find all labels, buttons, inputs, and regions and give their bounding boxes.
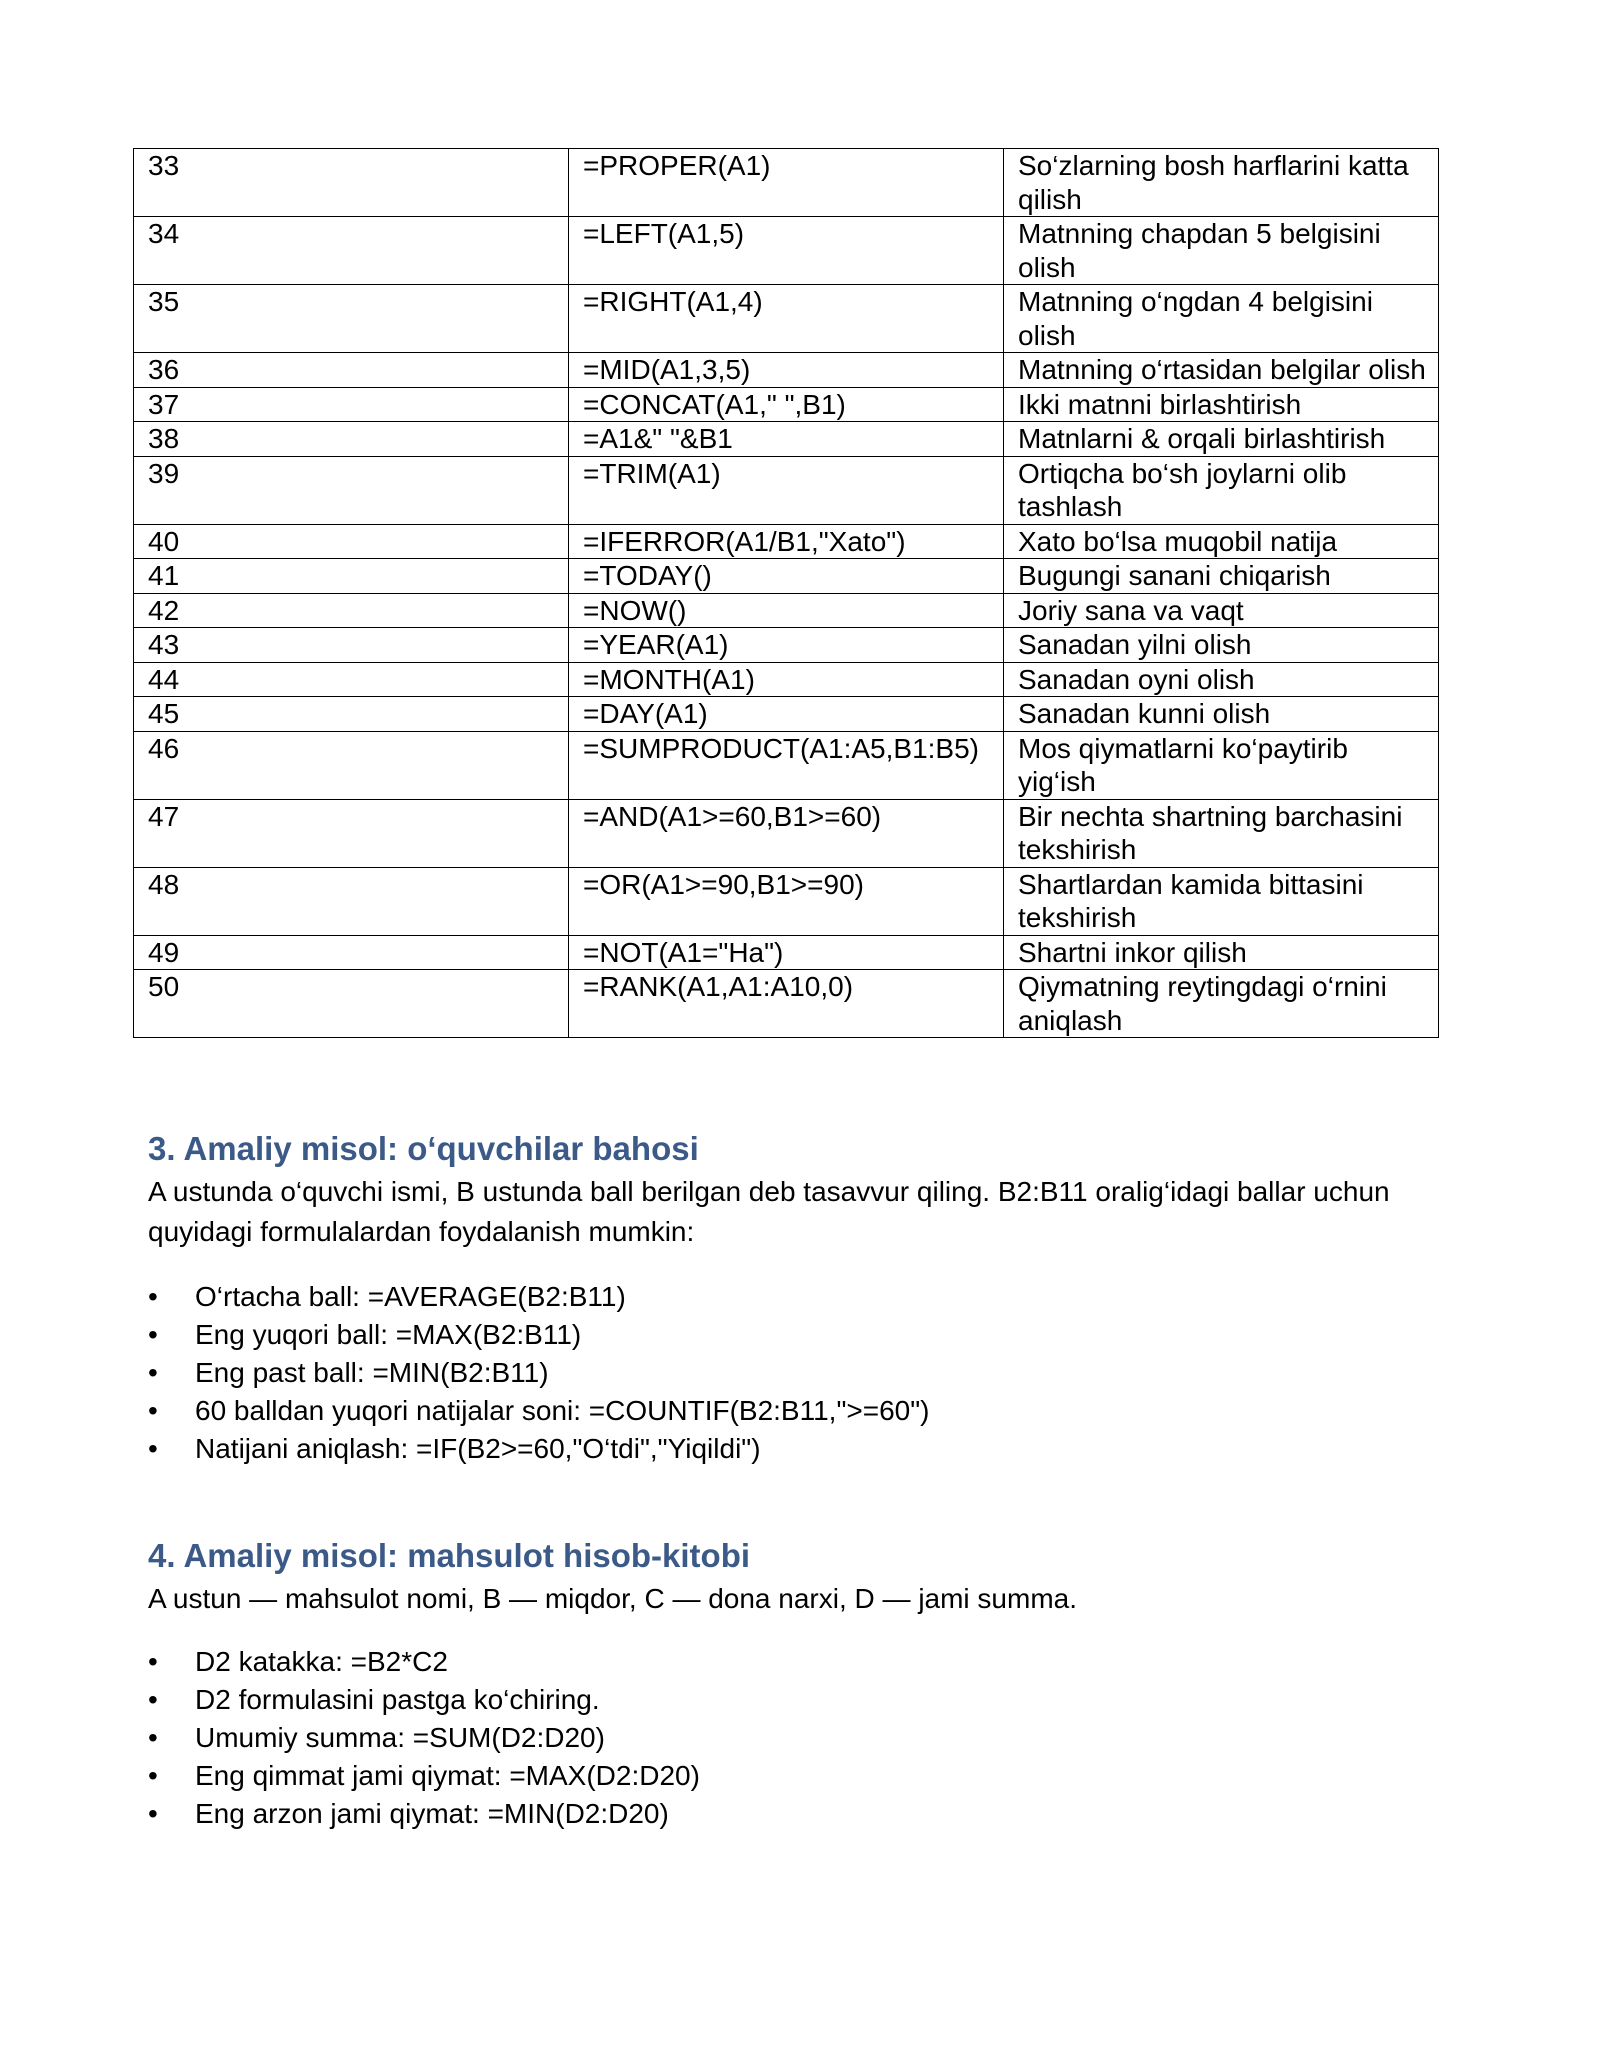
row-number-cell: 39 [134,456,569,524]
description-cell: Shartni inkor qilish [1004,935,1439,970]
description-cell: Ikki matnni birlashtirish [1004,387,1439,422]
formula-table [133,148,1439,1038]
row-number-cell: 40 [134,524,569,559]
row-number-cell: 41 [134,559,569,594]
description-cell: Bir nechta shartning barchasini tekshirish [1004,799,1439,867]
formula-cell: =PROPER(A1) [569,149,1004,217]
formula-cell: =RANK(A1,A1:A10,0) [569,970,1004,1038]
table-row [134,353,1439,388]
table-row [134,593,1439,628]
description-cell: Joriy sana va vaqt [1004,593,1439,628]
table-row [134,697,1439,732]
table-row [134,524,1439,559]
row-number-cell: 33 [134,149,569,217]
row-number-cell: 50 [134,970,569,1038]
row-number-cell: 43 [134,628,569,663]
formula-cell: =MID(A1,3,5) [569,353,1004,388]
row-number-cell: 38 [134,422,569,457]
description-cell: Sanadan kunni olish [1004,697,1439,732]
formula-cell: =TRIM(A1) [569,456,1004,524]
formula-cell: =LEFT(A1,5) [569,217,1004,285]
formula-cell: =SUMPRODUCT(A1:A5,B1:B5) [569,731,1004,799]
list-item: • D2 katakka: =B2*C2 [148,1643,1438,1681]
description-cell: Xato bo‘lsa muqobil natija [1004,524,1439,559]
table-row [134,970,1439,1038]
formula-cell: =NOT(A1="Ha") [569,935,1004,970]
description-cell: Shartlardan kamida bittasini tekshirish [1004,867,1439,935]
formula-cell: =NOW() [569,593,1004,628]
description-cell: Bugungi sanani chiqarish [1004,559,1439,594]
list-item: • Eng qimmat jami qiymat: =MAX(D2:D20) [148,1757,1438,1795]
row-number-cell: 42 [134,593,569,628]
description-cell: Mos qiymatlarni ko‘paytirib yig‘ish [1004,731,1439,799]
table-row [134,285,1439,353]
formula-cell: =MONTH(A1) [569,662,1004,697]
row-number-cell: 37 [134,387,569,422]
row-number-cell: 48 [134,867,569,935]
row-number-cell: 45 [134,697,569,732]
section-3-heading: 3. Amaliy misol: o‘quvchilar bahosi [148,1130,699,1167]
description-cell: Matnlarni & orqali birlashtirish [1004,422,1439,457]
formula-cell: =IFERROR(A1/B1,"Xato") [569,524,1004,559]
table-row [134,456,1439,524]
row-number-cell: 35 [134,285,569,353]
description-cell: Sanadan oyni olish [1004,662,1439,697]
list-item: • Umumiy summa: =SUM(D2:D20) [148,1719,1438,1757]
formula-cell: =CONCAT(A1," ",B1) [569,387,1004,422]
description-cell: So‘zlarning bosh harflarini katta qilish [1004,149,1439,217]
table-row [134,731,1439,799]
formula-cell: =AND(A1>=60,B1>=60) [569,799,1004,867]
section-3-paragraph: A ustunda o‘quvchi ismi, B ustunda ball berilgan deb tasavvur qiling. B2:B11 oralig‘idagi ballar uchun quyidagi formulalardan foydalanish mumkin: [148,1176,1390,1247]
row-number-cell: 46 [134,731,569,799]
row-number-cell: 49 [134,935,569,970]
description-cell: Qiymatning reytingdagi o‘rnini aniqlash [1004,970,1439,1038]
table-row [134,935,1439,970]
row-number-cell: 44 [134,662,569,697]
table-row [134,217,1439,285]
table-row [134,799,1439,867]
description-cell: Ortiqcha bo‘sh joylarni olib tashlash [1004,456,1439,524]
table-row [134,387,1439,422]
row-number-cell: 47 [134,799,569,867]
formula-cell: =YEAR(A1) [569,628,1004,663]
description-cell: Matnning o‘ngdan 4 belgisini olish [1004,285,1439,353]
formula-cell: =TODAY() [569,559,1004,594]
table-row [134,422,1439,457]
section-3 [148,1128,1438,1468]
section-4-paragraph: A ustun — mahsulot nomi, B — miqdor, C — dona narxi, D — jami summa. [148,1583,1078,1614]
section-3-bullet-list [148,1278,1438,1468]
list-item: • Eng arzon jami qiymat: =MIN(D2:D20) [148,1795,1438,1833]
table-row [134,662,1439,697]
description-cell: Matnning chapdan 5 belgisini olish [1004,217,1439,285]
section-4 [148,1535,1438,1833]
formula-cell: =RIGHT(A1,4) [569,285,1004,353]
row-number-cell: 36 [134,353,569,388]
description-cell: Sanadan yilni olish [1004,628,1439,663]
row-number-cell: 34 [134,217,569,285]
table-row [134,149,1439,217]
table-row [134,867,1439,935]
section-4-heading: 4. Amaliy misol: mahsulot hisob-kitobi [148,1537,751,1574]
description-cell: Matnning o‘rtasidan belgilar olish [1004,353,1439,388]
list-item: • Eng past ball: =MIN(B2:B11) [148,1354,1438,1392]
formula-table-body [134,149,1439,1038]
list-item: • 60 balldan yuqori natijalar soni: =COUNTIF(B2:B11,">=60") [148,1392,1438,1430]
table-row [134,559,1439,594]
list-item: • D2 formulasini pastga ko‘chiring. [148,1681,1438,1719]
formula-cell: =A1&" "&B1 [569,422,1004,457]
formula-cell: =DAY(A1) [569,697,1004,732]
list-item: • Eng yuqori ball: =MAX(B2:B11) [148,1316,1438,1354]
table-row [134,628,1439,663]
list-item: • Natijani aniqlash: =IF(B2>=60,"O‘tdi","Yiqildi") [148,1430,1438,1468]
formula-cell: =OR(A1>=90,B1>=90) [569,867,1004,935]
list-item: • O‘rtacha ball: =AVERAGE(B2:B11) [148,1278,1438,1316]
section-4-bullet-list [148,1643,1438,1833]
